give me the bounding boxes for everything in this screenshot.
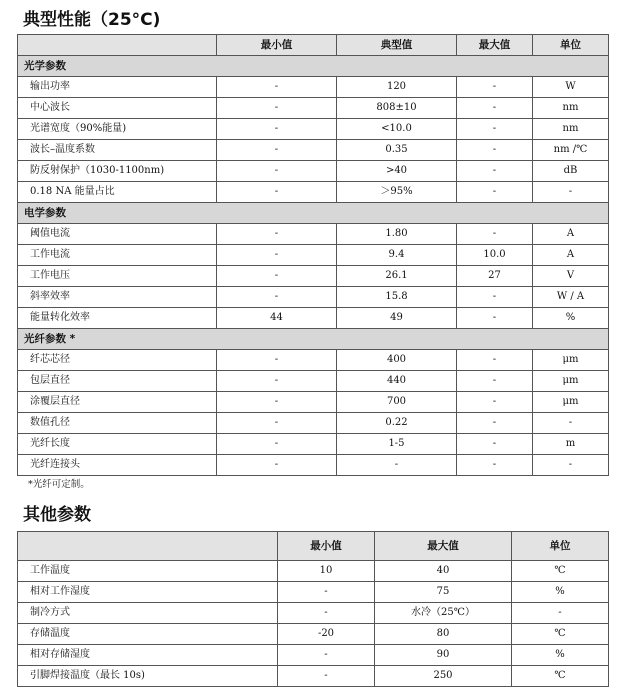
value-cell: -: [457, 224, 533, 245]
value-cell: 1-5: [337, 434, 457, 455]
parameter-name: 0.18 NA 能量占比: [18, 182, 217, 203]
value-cell: 40: [375, 561, 512, 582]
value-cell: 120: [337, 77, 457, 98]
section-row: [18, 329, 609, 350]
value-cell: 10.0: [457, 245, 533, 266]
value-cell: -: [457, 371, 533, 392]
section-title-other-parameters: 其他参数: [23, 505, 91, 525]
value-cell: 0.22: [337, 413, 457, 434]
value-cell: -: [512, 603, 609, 624]
parameter-name: 相对存储湿度: [18, 645, 278, 666]
parameter-name: 防反射保护（1030-1100nm): [18, 161, 217, 182]
header-cell: 最小值: [278, 532, 375, 561]
table-row: [18, 666, 609, 687]
value-cell: -: [217, 392, 337, 413]
value-cell: -: [457, 98, 533, 119]
fiber-customization-note: *光纤可定制。: [28, 479, 90, 490]
value-cell: %: [512, 645, 609, 666]
value-cell: -: [457, 455, 533, 476]
parameter-name: 存储温度: [18, 624, 278, 645]
parameter-name: 工作电压: [18, 266, 217, 287]
typical-performance-table: [17, 34, 609, 476]
value-cell: 440: [337, 371, 457, 392]
value-cell: -: [278, 666, 375, 687]
header-cell: 单位: [512, 532, 609, 561]
value-cell: 400: [337, 350, 457, 371]
parameter-name: 引脚焊接温度（最长 10s): [18, 666, 278, 687]
parameter-name: 光谱宽度（90%能量): [18, 119, 217, 140]
other-parameters-table: [17, 531, 609, 687]
value-cell: 49: [337, 308, 457, 329]
table-row: [18, 224, 609, 245]
parameter-name: 光纤长度: [18, 434, 217, 455]
value-cell: -: [217, 266, 337, 287]
value-cell: -: [217, 161, 337, 182]
parameter-name: 数值孔径: [18, 413, 217, 434]
header-cell: 最大值: [457, 35, 533, 56]
value-cell: W / A: [533, 287, 609, 308]
value-cell: 27: [457, 266, 533, 287]
value-cell: -: [457, 308, 533, 329]
value-cell: -: [457, 182, 533, 203]
table-row: [18, 140, 609, 161]
section-heading: 光纤参数 *: [18, 329, 609, 350]
value-cell: -: [217, 140, 337, 161]
table-row: [18, 119, 609, 140]
value-cell: 90: [375, 645, 512, 666]
table-row: [18, 624, 609, 645]
parameter-name: 能量转化效率: [18, 308, 217, 329]
value-cell: 水冷（25℃）: [375, 603, 512, 624]
table-row: [18, 455, 609, 476]
value-cell: 9.4: [337, 245, 457, 266]
value-cell: -: [457, 161, 533, 182]
parameter-name: 相对工作湿度: [18, 582, 278, 603]
parameter-name: 制冷方式: [18, 603, 278, 624]
section-row: [18, 56, 609, 77]
value-cell: 808±10: [337, 98, 457, 119]
value-cell: 15.8: [337, 287, 457, 308]
header-cell: 典型值: [337, 35, 457, 56]
parameter-name: 斜率效率: [18, 287, 217, 308]
table-row: [18, 161, 609, 182]
header-cell: [18, 35, 217, 56]
value-cell: A: [533, 245, 609, 266]
value-cell: -: [457, 119, 533, 140]
value-cell: -: [457, 413, 533, 434]
value-cell: -: [217, 224, 337, 245]
parameter-name: 涂覆层直径: [18, 392, 217, 413]
value-cell: -: [217, 434, 337, 455]
value-cell: 75: [375, 582, 512, 603]
table-row: [18, 308, 609, 329]
parameter-name: 光纤连接头: [18, 455, 217, 476]
value-cell: -: [217, 287, 337, 308]
parameter-name: 中心波长: [18, 98, 217, 119]
table-row: [18, 287, 609, 308]
value-cell: 0.35: [337, 140, 457, 161]
value-cell: W: [533, 77, 609, 98]
table-header-row: [18, 35, 609, 56]
value-cell: -: [533, 455, 609, 476]
value-cell: -: [533, 413, 609, 434]
section-row: [18, 203, 609, 224]
value-cell: ℃: [512, 666, 609, 687]
value-cell: -: [217, 77, 337, 98]
value-cell: μm: [533, 350, 609, 371]
value-cell: nm: [533, 119, 609, 140]
table-row: [18, 413, 609, 434]
header-cell: [18, 532, 278, 561]
value-cell: -: [278, 645, 375, 666]
value-cell: -: [217, 245, 337, 266]
value-cell: -: [337, 455, 457, 476]
value-cell: %: [533, 308, 609, 329]
value-cell: -: [217, 413, 337, 434]
section-heading: 电学参数: [18, 203, 609, 224]
value-cell: <10.0: [337, 119, 457, 140]
header-cell: 最大值: [375, 532, 512, 561]
value-cell: A: [533, 224, 609, 245]
value-cell: μm: [533, 392, 609, 413]
value-cell: -: [217, 350, 337, 371]
table-row: [18, 245, 609, 266]
section-heading: 光学参数: [18, 56, 609, 77]
parameter-name: 波长–温度系数: [18, 140, 217, 161]
value-cell: 10: [278, 561, 375, 582]
table-row: [18, 77, 609, 98]
value-cell: -: [217, 182, 337, 203]
section-title-typical-performance: 典型性能（25°C): [23, 10, 161, 30]
value-cell: -: [217, 455, 337, 476]
table-header-row: [18, 532, 609, 561]
parameter-name: 包层直径: [18, 371, 217, 392]
table-row: [18, 582, 609, 603]
value-cell: μm: [533, 371, 609, 392]
value-cell: nm: [533, 98, 609, 119]
value-cell: -: [457, 434, 533, 455]
parameter-name: 工作电流: [18, 245, 217, 266]
table-row: [18, 371, 609, 392]
value-cell: 250: [375, 666, 512, 687]
value-cell: ＞95%: [337, 182, 457, 203]
value-cell: V: [533, 266, 609, 287]
parameter-name: 阈值电流: [18, 224, 217, 245]
parameter-name: 工作温度: [18, 561, 278, 582]
value-cell: -: [217, 371, 337, 392]
table-row: [18, 645, 609, 666]
value-cell: -: [278, 603, 375, 624]
value-cell: %: [512, 582, 609, 603]
value-cell: -: [457, 77, 533, 98]
value-cell: 80: [375, 624, 512, 645]
value-cell: 44: [217, 308, 337, 329]
header-cell: 最小值: [217, 35, 337, 56]
value-cell: >40: [337, 161, 457, 182]
header-cell: 单位: [533, 35, 609, 56]
value-cell: 700: [337, 392, 457, 413]
value-cell: -: [457, 140, 533, 161]
value-cell: ℃: [512, 624, 609, 645]
parameter-name: 纤芯芯径: [18, 350, 217, 371]
table-row: [18, 392, 609, 413]
value-cell: 26.1: [337, 266, 457, 287]
value-cell: -: [533, 182, 609, 203]
value-cell: dB: [533, 161, 609, 182]
table-row: [18, 182, 609, 203]
parameter-name: 输出功率: [18, 77, 217, 98]
table-row: [18, 561, 609, 582]
table-row: [18, 266, 609, 287]
value-cell: -: [457, 350, 533, 371]
table-row: [18, 98, 609, 119]
value-cell: -: [217, 98, 337, 119]
value-cell: -20: [278, 624, 375, 645]
table-row: [18, 434, 609, 455]
value-cell: -: [457, 392, 533, 413]
value-cell: nm /℃: [533, 140, 609, 161]
table-row: [18, 350, 609, 371]
value-cell: ℃: [512, 561, 609, 582]
table-row: [18, 603, 609, 624]
value-cell: m: [533, 434, 609, 455]
value-cell: -: [457, 287, 533, 308]
value-cell: 1.80: [337, 224, 457, 245]
value-cell: -: [217, 119, 337, 140]
value-cell: -: [278, 582, 375, 603]
